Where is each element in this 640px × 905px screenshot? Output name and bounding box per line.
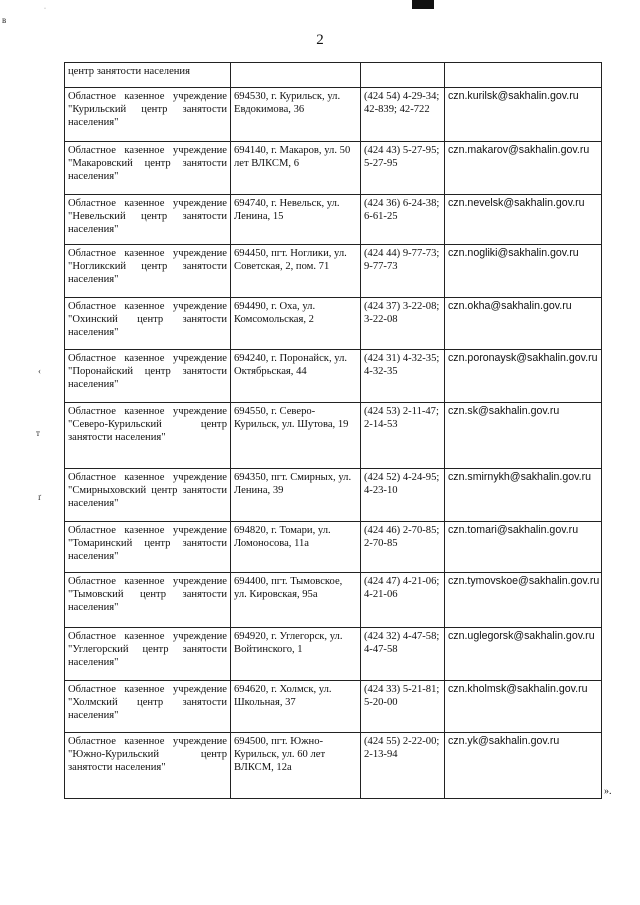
- table-row: [65, 63, 602, 88]
- table-row: [65, 298, 602, 350]
- org-cell: Областное казенное учреждение "Смирныховский центр занятости населения": [65, 469, 231, 522]
- address-cell: 694450, пгт. Ноглики, ул. Советская, 2, пом. 71: [231, 245, 361, 298]
- table-row: [65, 195, 602, 245]
- email-cell: [445, 63, 602, 88]
- org-cell: Областное казенное учреждение "Ногликский центр занятости населения": [65, 245, 231, 298]
- table-row: [65, 350, 602, 403]
- table-row: [65, 573, 602, 628]
- address-cell: 694240, г. Поронайск, ул. Октябрьская, 44: [231, 350, 361, 403]
- phone-cell: (424 53) 2-11-47; 2-14-53: [361, 403, 445, 469]
- closing-quote-mark: ».: [604, 786, 612, 797]
- address-cell: 694490, г. Оха, ул. Комсомольская, 2: [231, 298, 361, 350]
- email-cell[interactable]: czn.kholmsk@sakhalin.gov.ru: [445, 681, 602, 733]
- employment-centers-table: [64, 62, 602, 799]
- address-cell: 694140, г. Макаров, ул. 50 лет ВЛКСМ, 6: [231, 142, 361, 195]
- phone-cell: (424 52) 4-24-95; 4-23-10: [361, 469, 445, 522]
- address-cell: 694350, пгт. Смирных, ул. Ленина, 39: [231, 469, 361, 522]
- org-cell: Областное казенное учреждение "Курильский центр занятости населения": [65, 88, 231, 142]
- scan-speck: т: [36, 428, 40, 438]
- phone-cell: (424 44) 9-77-73; 9-77-73: [361, 245, 445, 298]
- scan-mark-top: [412, 0, 434, 9]
- org-cell: Областное казенное учреждение "Северо-Курильский центр занятости населения": [65, 403, 231, 469]
- org-cell: Областное казенное учреждение "Макаровский центр занятости населения": [65, 142, 231, 195]
- table-row: [65, 681, 602, 733]
- phone-cell: (424 31) 4-32-35; 4-32-35: [361, 350, 445, 403]
- address-cell: 694550, г. Северо-Курильск, ул. Шутова, 19: [231, 403, 361, 469]
- org-cell: Областное казенное учреждение "Томаринский центр занятости населения": [65, 522, 231, 573]
- table-row: [65, 403, 602, 469]
- phone-cell: [361, 63, 445, 88]
- phone-cell: (424 55) 2-22-00; 2-13-94: [361, 733, 445, 799]
- phone-cell: (424 43) 5-27-95; 5-27-95: [361, 142, 445, 195]
- email-cell[interactable]: czn.tymovskoe@sakhalin.gov.ru: [445, 573, 602, 628]
- table-row: [65, 522, 602, 573]
- page-number: 2: [316, 32, 324, 48]
- email-cell[interactable]: czn.yk@sakhalin.gov.ru: [445, 733, 602, 799]
- org-cell: Областное казенное учреждение "Холмский центр занятости населения": [65, 681, 231, 733]
- address-cell: 694400, пгт. Тымовское, ул. Кировская, 95а: [231, 573, 361, 628]
- phone-cell: (424 54) 4-29-34; 42-839; 42-722: [361, 88, 445, 142]
- table-row: [65, 245, 602, 298]
- phone-cell: (424 33) 5-21-81; 5-20-00: [361, 681, 445, 733]
- org-cell: Областное казенное учреждение "Охинский центр занятости населения": [65, 298, 231, 350]
- org-cell: Областное казенное учреждение "Южно-Курильский центр занятости населения": [65, 733, 231, 799]
- org-cell: центр занятости населения: [65, 63, 231, 88]
- address-cell: 694530, г. Курильск, ул. Евдокимова, 36: [231, 88, 361, 142]
- scan-speck: ·: [44, 6, 46, 12]
- table-row: [65, 628, 602, 681]
- address-cell: 694500, пгт. Южно-Курильск, ул. 60 лет ВЛКСМ, 12а: [231, 733, 361, 799]
- address-cell: [231, 63, 361, 88]
- email-cell[interactable]: czn.tomari@sakhalin.gov.ru: [445, 522, 602, 573]
- email-cell[interactable]: czn.uglegorsk@sakhalin.gov.ru: [445, 628, 602, 681]
- email-cell[interactable]: czn.okha@sakhalin.gov.ru: [445, 298, 602, 350]
- scan-speck: ґ: [38, 492, 42, 502]
- phone-cell: (424 47) 4-21-06; 4-21-06: [361, 573, 445, 628]
- scan-speck: ‹: [38, 366, 41, 376]
- table-row: [65, 142, 602, 195]
- table-row: [65, 88, 602, 142]
- table-row: [65, 733, 602, 799]
- address-cell: 694820, г. Томари, ул. Ломоносова, 11а: [231, 522, 361, 573]
- address-cell: 694920, г. Углегорск, ул. Войтинского, 1: [231, 628, 361, 681]
- email-cell[interactable]: czn.nogliki@sakhalin.gov.ru: [445, 245, 602, 298]
- email-cell[interactable]: czn.nevelsk@sakhalin.gov.ru: [445, 195, 602, 245]
- phone-cell: (424 32) 4-47-58; 4-47-58: [361, 628, 445, 681]
- email-cell[interactable]: czn.makarov@sakhalin.gov.ru: [445, 142, 602, 195]
- org-cell: Областное казенное учреждение "Тымовский центр занятости населения": [65, 573, 231, 628]
- phone-cell: (424 37) 3-22-08; 3-22-08: [361, 298, 445, 350]
- org-cell: Областное казенное учреждение "Углегорский центр занятости населения": [65, 628, 231, 681]
- email-cell[interactable]: czn.poronaysk@sakhalin.gov.ru: [445, 350, 602, 403]
- phone-cell: (424 36) 6-24-38; 6-61-25: [361, 195, 445, 245]
- email-cell[interactable]: czn.kurilsk@sakhalin.gov.ru: [445, 88, 602, 142]
- address-cell: 694620, г. Холмск, ул. Школьная, 37: [231, 681, 361, 733]
- org-cell: Областное казенное учреждение "Поронайский центр занятости населения": [65, 350, 231, 403]
- org-cell: Областное казенное учреждение "Невельский центр занятости населения": [65, 195, 231, 245]
- phone-cell: (424 46) 2-70-85; 2-70-85: [361, 522, 445, 573]
- address-cell: 694740, г. Невельск, ул. Ленина, 15: [231, 195, 361, 245]
- scan-speck: в: [2, 15, 7, 25]
- email-cell[interactable]: czn.sk@sakhalin.gov.ru: [445, 403, 602, 469]
- email-cell[interactable]: czn.smirnykh@sakhalin.gov.ru: [445, 469, 602, 522]
- table-row: [65, 469, 602, 522]
